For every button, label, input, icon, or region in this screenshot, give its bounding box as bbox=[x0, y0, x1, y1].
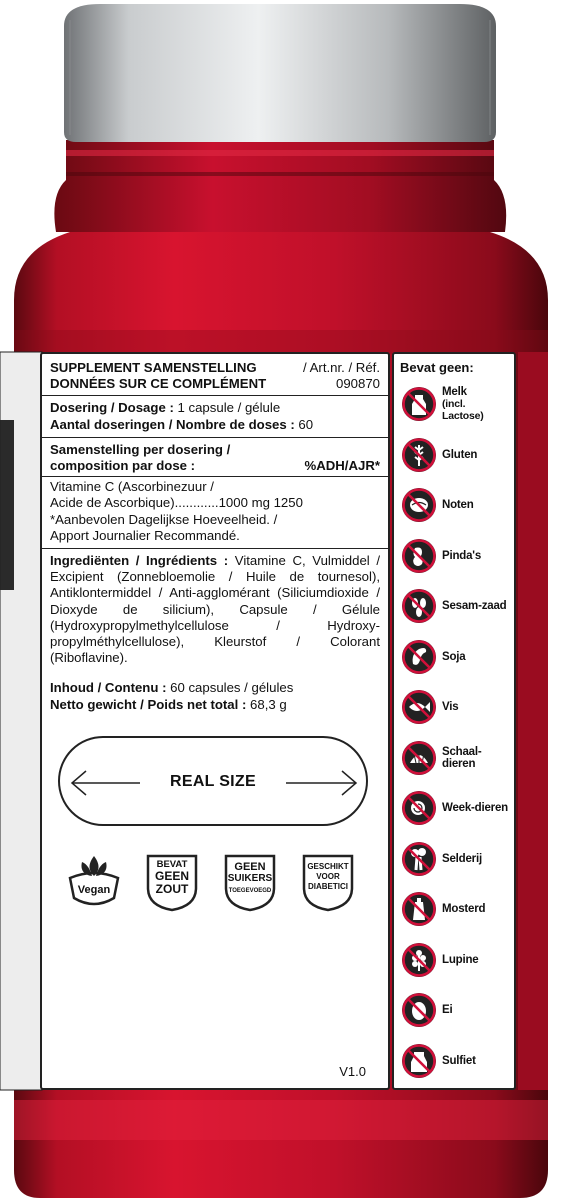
allergen-item bbox=[400, 884, 508, 935]
allergen-name bbox=[442, 1004, 452, 1016]
ingredients-block bbox=[50, 552, 380, 667]
art-nr-label: / Art.nr. / Réf. bbox=[303, 360, 380, 375]
badge-text: TOEGEVOEGD bbox=[228, 887, 272, 894]
wheat-icon bbox=[400, 436, 438, 474]
allergen-label: Gluten bbox=[442, 448, 478, 461]
allergen-label: Mosterd bbox=[442, 903, 486, 916]
real-size-capsule-outline bbox=[58, 736, 368, 826]
peanut-icon bbox=[400, 537, 438, 575]
divider bbox=[42, 395, 388, 396]
allergen-name bbox=[442, 701, 458, 713]
ingredients-text: Vitamine C, Vulmiddel / Excipient (Zonnebloemolie / Huile de tournesol), Antiklontermiddel / Anti-agglomérant (Siliciumdioxide / Dioxyde de silicium), Capsule / Gélule (Hydroxypropylmethylcellulose / Hydroxy-propylméthylcellulose), Kleurstof / Colorant (Riboflavine). bbox=[50, 553, 380, 666]
divider bbox=[42, 548, 388, 549]
badge-text: BEVAT bbox=[156, 858, 188, 870]
celery-icon bbox=[400, 840, 438, 878]
dosing-value: 1 capsule / gélule bbox=[173, 400, 281, 416]
allergen-item bbox=[400, 531, 508, 582]
allergen-label: Soja bbox=[442, 650, 466, 663]
footnote-line-2: Apport Journalier Recommandé. bbox=[50, 527, 240, 543]
allergen-label: Schaal-dieren bbox=[442, 745, 482, 770]
allergen-name bbox=[442, 386, 508, 422]
footnote-line-1: *Aanbevolen Dagelijkse Hoeveelheid. / bbox=[50, 511, 278, 527]
ref-number: 090870 bbox=[335, 376, 380, 392]
adh-header: %ADH/AJR* bbox=[304, 458, 380, 474]
label-title-nl: SUPPLEMENT SAMENSTELLING bbox=[50, 360, 257, 375]
egg-icon bbox=[400, 991, 438, 1029]
badge-text: VOOR bbox=[316, 871, 340, 881]
vitamin-line-1: Vitamine C (Ascorbinezuur / bbox=[50, 479, 214, 495]
vegan-leaf-icon bbox=[62, 848, 126, 912]
allergen-item bbox=[400, 632, 508, 683]
allergen-label: Lupine bbox=[442, 953, 479, 966]
sesame-icon bbox=[400, 587, 438, 625]
dosing-label: Dosering / Dosage : bbox=[50, 400, 174, 416]
allergen-item bbox=[400, 834, 508, 885]
label-title-fr: DONNÉES SUR CE COMPLÉMENT bbox=[50, 376, 267, 392]
badge-text: GEEN bbox=[154, 868, 189, 883]
doses-value: 60 bbox=[294, 416, 314, 432]
allergen-item bbox=[400, 480, 508, 531]
vegan-badge bbox=[62, 848, 126, 912]
mustard-icon bbox=[400, 890, 438, 928]
allergen-item bbox=[400, 733, 508, 784]
allergen-name bbox=[442, 853, 482, 865]
allergen-label: Melk bbox=[442, 386, 467, 399]
allergen-name bbox=[442, 449, 477, 461]
supplement-facts-label bbox=[40, 352, 390, 1090]
allergen-name bbox=[442, 903, 485, 915]
allergen-item bbox=[400, 1036, 508, 1087]
badge-text: GEEN bbox=[234, 860, 266, 873]
badge-text: Vegan bbox=[77, 883, 111, 896]
allergen-name bbox=[442, 499, 474, 511]
weight-label: Netto gewicht / Poids net total : bbox=[50, 696, 247, 712]
soy-icon bbox=[400, 638, 438, 676]
allergen-item bbox=[400, 985, 508, 1036]
allergen-label: Vis bbox=[442, 701, 459, 714]
version-label: V1.0 bbox=[339, 1063, 366, 1079]
doses-label: Aantal doseringen / Nombre de doses : bbox=[50, 416, 295, 432]
allergen-name bbox=[442, 1055, 476, 1067]
allergen-name bbox=[442, 550, 481, 562]
allergen-heading: Bevat geen: bbox=[400, 360, 474, 375]
badge-text: GESCHIKT bbox=[307, 861, 349, 871]
badge-text: SUIKERS bbox=[227, 872, 273, 884]
allergen-item bbox=[400, 935, 508, 986]
badge-text: DIABETICI bbox=[308, 881, 348, 891]
real-size-text: REAL SIZE bbox=[170, 772, 256, 790]
allergen-label: Selderij bbox=[442, 852, 482, 865]
sulphite-icon bbox=[400, 1042, 438, 1080]
nut-icon bbox=[400, 486, 438, 524]
allergen-sublabel: (incl. Lactose) bbox=[442, 398, 484, 423]
allergen-name bbox=[442, 954, 479, 966]
allergen-label: Ei bbox=[442, 1004, 453, 1017]
vitamin-line-2: Acide de Ascorbique)............1000 mg 1250 bbox=[50, 495, 303, 511]
allergen-name bbox=[442, 651, 466, 663]
lupin-icon bbox=[400, 941, 438, 979]
allergen-item bbox=[400, 682, 508, 733]
allergen-item bbox=[400, 581, 508, 632]
shellfish-icon bbox=[400, 739, 438, 777]
weight-value: 68,3 g bbox=[246, 696, 287, 712]
fish-icon bbox=[400, 688, 438, 726]
mollusc-icon bbox=[400, 789, 438, 827]
allergen-item bbox=[400, 783, 508, 834]
allergen-label: Sulfiet bbox=[442, 1054, 476, 1067]
allergen-label: Noten bbox=[442, 499, 474, 512]
composition-heading-fr: composition par dose : bbox=[50, 458, 196, 474]
divider bbox=[42, 437, 388, 438]
content-value: 60 capsules / gélules bbox=[166, 680, 294, 696]
allergen-item bbox=[400, 430, 508, 481]
composition-heading-nl: Samenstelling per dosering / bbox=[50, 441, 231, 457]
allergen-name bbox=[442, 600, 506, 612]
allergen-name bbox=[442, 746, 508, 770]
allergen-item bbox=[400, 379, 508, 430]
badge-text: ZOUT bbox=[155, 881, 189, 896]
badge-row bbox=[62, 848, 380, 912]
allergen-list bbox=[400, 379, 508, 1086]
allergen-panel bbox=[392, 352, 516, 1090]
ingredients-label: Ingrediënten / Ingrédients : bbox=[50, 553, 229, 569]
diabetic-badge bbox=[296, 848, 360, 912]
allergen-label: Pinda's bbox=[442, 549, 482, 562]
no-sugar-badge bbox=[218, 848, 282, 912]
content-label: Inhoud / Contenu : bbox=[50, 680, 167, 696]
allergen-label: Sesam-zaad bbox=[442, 600, 507, 613]
allergen-label: Week-dieren bbox=[442, 802, 508, 815]
no-salt-badge bbox=[140, 848, 204, 912]
allergen-name bbox=[442, 802, 508, 814]
milk-icon bbox=[400, 385, 438, 423]
